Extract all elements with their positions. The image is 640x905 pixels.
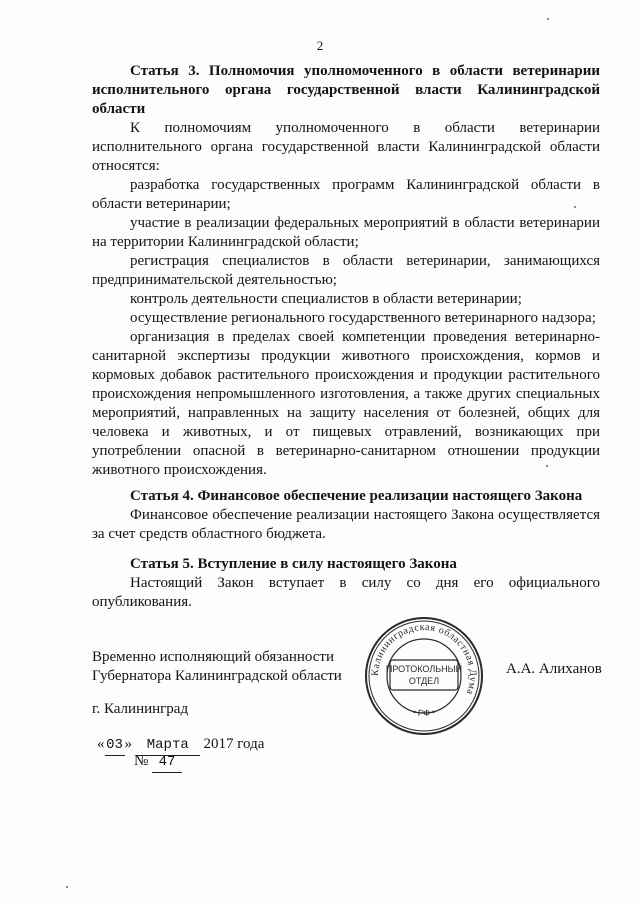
scan-speck xyxy=(66,886,68,888)
signatory-position-line-2: Губернатора Калининградской области xyxy=(92,668,342,684)
scan-speck xyxy=(546,465,548,467)
seal-inner-line-2: ОТДЕЛ xyxy=(408,676,440,686)
article-3-title: Статья 3. Полномочия уполномоченного в области ветеринарии исполнительного органа государственной власти Калининградской области xyxy=(92,63,600,117)
date-year: 2017 года xyxy=(203,736,265,752)
scan-speck xyxy=(547,18,549,20)
article-5-text: Настоящий Закон вступает в силу со дня его официального опубликования. xyxy=(92,575,600,610)
place-of-signing: г. Калининград xyxy=(92,701,189,717)
article-3-item: участие в реализации федеральных мероприятий в области ветеринарии на территории Калининградской области; xyxy=(92,215,600,250)
scan-speck xyxy=(574,206,576,208)
page-number: 2 xyxy=(316,38,324,53)
article-3-item: осуществление регионального государственного ветеринарного надзора; xyxy=(130,310,596,326)
article-3-item: организация в пределах своей компетенции проведения ветеринарно-санитарной экспертизы продукции животного происхождения, кормов и кормовых добавок растительного происхождения и продукции растительного происхождения непромышленного изготовления, а также других специальных мероприятий, направленных на защиту населения от болезней, общих для человека и животных, и от пищевых отравлений, возникающих при употреблении опасной в ветеринарно-санитарном отношении продукции животного происхождения. xyxy=(92,329,600,478)
article-3-item: регистрация специалистов в области ветеринарии, занимающихся предпринимательской деятельностью; xyxy=(92,253,600,288)
official-seal xyxy=(363,615,485,737)
seal-bottom-text: • РФ • xyxy=(411,706,437,719)
article-3 xyxy=(92,62,600,480)
article-5-title: Статья 5. Вступление в силу настоящего Закона xyxy=(130,556,457,572)
article-4-text: Финансовое обеспечение реализации настоящего Закона осуществляется за счет средств областного бюджета. xyxy=(92,507,600,542)
date-open-quote: « xyxy=(97,736,105,752)
article-4-title: Статья 4. Финансовое обеспечение реализации настоящего Закона xyxy=(130,488,583,504)
signatory-name: А.А. Алиханов xyxy=(506,661,602,677)
article-3-item: разработка государственных программ Калининградской области в области ветеринарии; xyxy=(92,177,600,212)
law-number-prefix: № xyxy=(134,753,149,769)
law-number-value: 47 xyxy=(152,753,182,773)
signatory-position-line-1: Временно исполняющий обязанности xyxy=(92,649,335,665)
seal-inner-line-1: ПРОТОКОЛЬНЫЙ xyxy=(385,664,463,674)
article-3-item: контроль деятельности специалистов в области ветеринарии; xyxy=(130,291,522,307)
date-day: 03 xyxy=(105,736,125,756)
article-5 xyxy=(92,555,600,612)
law-number xyxy=(134,752,182,773)
article-4 xyxy=(92,487,600,544)
seal-ring-text: Калининградская областная Дума xyxy=(369,621,479,697)
article-3-intro: К полномочиям уполномоченного в области ветеринарии исполнительного органа государственной власти Калининградской области относятся: xyxy=(92,120,600,174)
date-close-quote: » xyxy=(124,736,132,752)
date-month: Марта xyxy=(136,736,200,756)
